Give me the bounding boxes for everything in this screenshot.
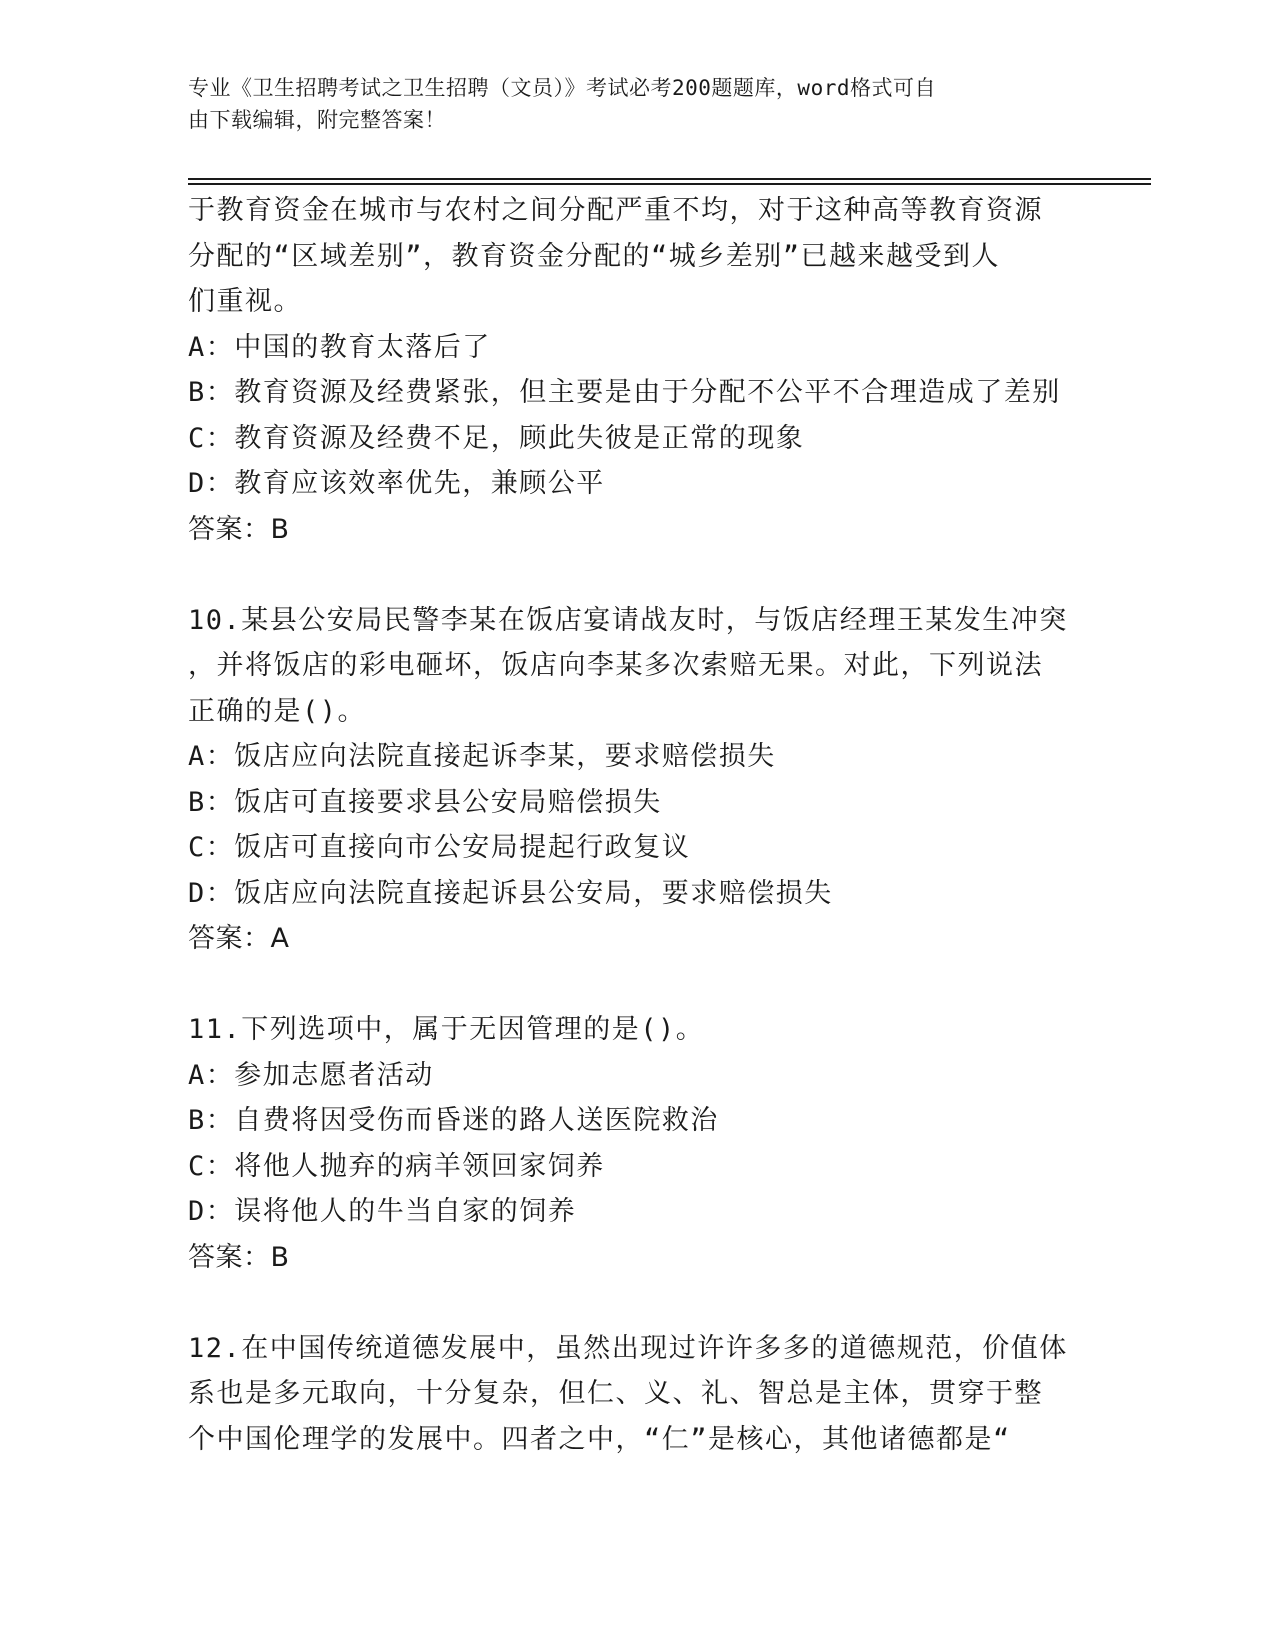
document-body <box>188 188 1088 1462</box>
option-b: B：教育资源及经费紧张，但主要是由于分配不公平不合理造成了差别 <box>188 377 1061 408</box>
option-a: A：参加志愿者活动 <box>188 1059 434 1091</box>
spacer <box>188 552 1088 598</box>
question-10 <box>188 598 1088 962</box>
answer: 答案：A <box>188 923 290 954</box>
answer: 答案：B <box>188 1241 290 1273</box>
option-c: C：饭店可直接向市公安局提起行政复议 <box>188 832 691 863</box>
header-line-1: 专业《卫生招聘考试之卫生招聘（文员）》考试必考200题题库，word格式可自 <box>188 76 936 100</box>
question-text-line: 11.下列选项中，属于无因管理的是()。 <box>188 1014 705 1045</box>
question-text-line: 分配的“区域差别”，教育资金分配的“城乡差别”已越来越受到人 <box>188 240 1001 272</box>
question-12 <box>188 1326 1088 1463</box>
question-text-line: 10.某县公安局民警李某在饭店宴请战友时，与饭店经理王某发生冲突 <box>188 604 1068 636</box>
option-d: D：饭店应向法院直接起诉县公安局，要求赔偿损失 <box>188 877 833 909</box>
answer: 答案：B <box>188 513 290 545</box>
option-b: B：饭店可直接要求县公安局赔偿损失 <box>188 786 662 818</box>
option-b: B：自费将因受伤而昏迷的路人送医院救治 <box>188 1105 719 1136</box>
option-a: A：饭店应向法院直接起诉李某，要求赔偿损失 <box>188 741 776 772</box>
question-text-line: 正确的是()。 <box>188 695 367 727</box>
option-c: C：将他人抛弃的病羊领回家饲养 <box>188 1150 605 1182</box>
question-11 <box>188 1007 1088 1280</box>
header-divider-bottom <box>188 183 1151 185</box>
header-divider-top <box>188 178 1151 180</box>
header-line-2: 由下载编辑，附完整答案！ <box>188 108 446 132</box>
question-text-line: 个中国伦理学的发展中。四者之中，“仁”是核心，其他诸德都是“ <box>188 1423 1011 1455</box>
spacer <box>188 962 1088 1008</box>
option-a: A：中国的教育太落后了 <box>188 331 491 363</box>
option-c: C：教育资源及经费不足，顾此失彼是正常的现象 <box>188 422 805 454</box>
question-text-line: 们重视。 <box>188 286 302 317</box>
option-d: D：教育应该效率优先，兼顾公平 <box>188 468 605 499</box>
question-text-line: 于教育资金在城市与农村之间分配严重不均，对于这种高等教育资源 <box>188 195 1043 226</box>
option-d: D：误将他人的牛当自家的饲养 <box>188 1196 577 1227</box>
question-text-line: 12.在中国传统道德发展中，虽然出现过许许多多的道德规范，价值体 <box>188 1332 1068 1364</box>
question-text-line: 系也是多元取向，十分复杂，但仁、义、礼、智总是主体，贯穿于整 <box>188 1378 1043 1409</box>
question-9 <box>188 188 1088 552</box>
spacer <box>188 1280 1088 1326</box>
question-text-line: ，并将饭店的彩电砸坏，饭店向李某多次索赔无果。对此，下列说法 <box>188 650 1043 681</box>
document-header <box>188 72 1068 136</box>
